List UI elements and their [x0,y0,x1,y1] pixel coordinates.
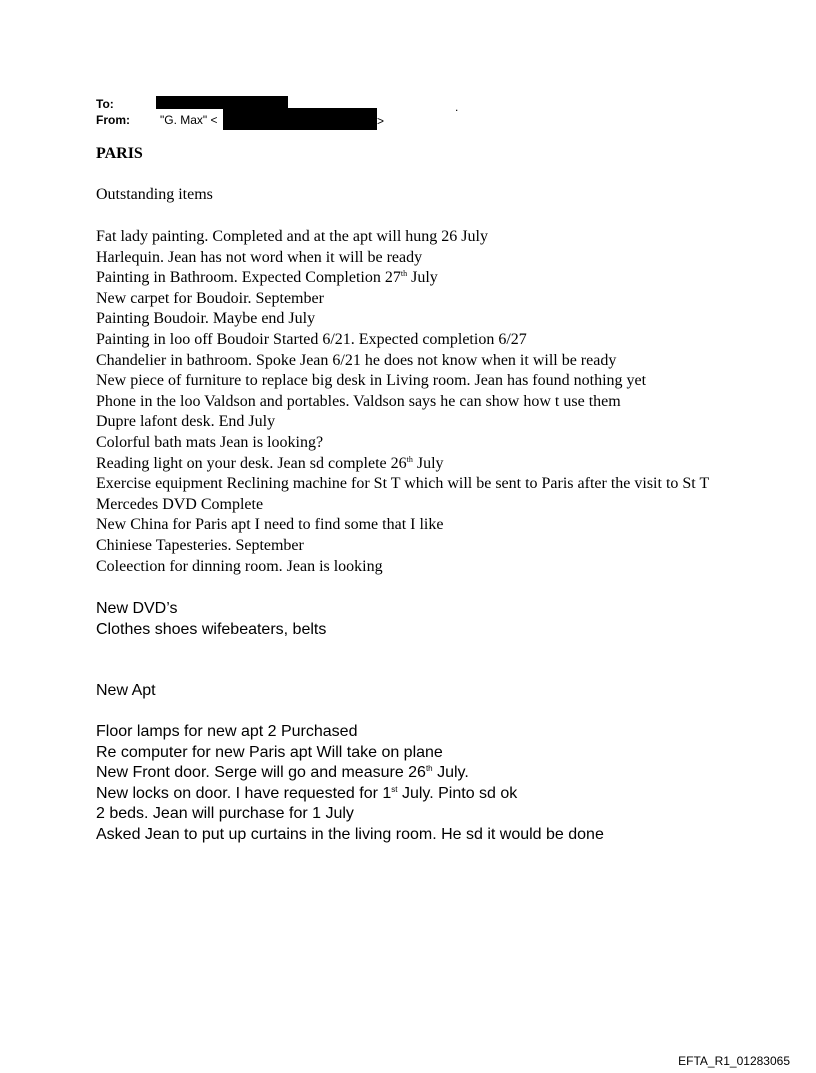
document-id: EFTA_R1_01283065 [678,1054,790,1068]
outstanding-heading: Outstanding items [96,186,213,203]
new-apt-heading: New Apt [96,682,156,699]
outstanding-items-list [96,227,736,577]
item-text-end: July. [432,764,469,782]
list-item [96,268,736,289]
item-text-end: July. Pinto sd ok [397,784,518,802]
new-apt-items-list [96,722,736,846]
item-text: New Front door. Serge will go and measure 26 [96,764,426,782]
stray-period: . [455,100,459,114]
list-item: New carpet for Boudoir. September [96,289,324,307]
list-item: Harlequin. Jean has not word when it will be ready [96,248,423,266]
extra-items-list [96,599,736,640]
to-label: To: [96,97,114,111]
ordinal-suffix: th [425,764,433,774]
list-item: Chiniese Tapesteries. September [96,536,304,554]
list-item: New DVD’s [96,600,178,617]
list-item: 2 beds. Jean will purchase for 1 July [96,805,354,823]
item-text: New locks on door. I have requested for 1 [96,784,392,802]
item-text-end: July [412,454,444,472]
redacted-sender-address [223,108,377,130]
list-item: Floor lamps for new apt 2 Purchased [96,723,358,740]
list-item [96,454,736,475]
list-item: Phone in the loo Valdson and portables. Valdson says he can show how t use them [96,392,621,410]
list-item [96,784,736,805]
ordinal-suffix: th [406,454,413,464]
ordinal-suffix: th [400,269,408,279]
list-item: New China for Paris apt I need to find some that I like [96,516,444,534]
item-text: Painting in Bathroom. Expected Completion 27 [96,269,401,287]
from-label: From: [96,113,130,127]
list-item [96,763,736,784]
list-item: Chandelier in bathroom. Spoke Jean 6/21 he does not know when it will be ready [96,351,617,369]
list-item: Clothes shoes wifebeaters, belts [96,620,327,638]
list-item: Dupre lafont desk. End July [96,413,276,431]
list-item: Asked Jean to put up curtains in the living room. He sd it would be done [96,825,604,843]
list-item: Painting Boudoir. Maybe end July [96,310,316,328]
list-item: Mercedes DVD Complete [96,495,264,513]
list-item: Re computer for new Paris apt Will take on plane [96,743,443,761]
list-item: Colorful bath mats Jean is looking? [96,433,324,451]
list-item: Exercise equipment Reclining machine for St T which will be sent to Paris after the visit to St T [96,475,710,493]
list-item: New piece of furniture to replace big desk in Living room. Jean has found nothing yet [96,372,647,390]
ordinal-suffix: st [391,784,398,794]
from-name: "G. Max" < [160,113,218,127]
item-text: Reading light on your desk. Jean sd complete 26 [96,454,407,472]
from-bracket: > [377,114,385,128]
list-item: Coleection for dinning room. Jean is looking [96,557,383,575]
item-text-end: July [407,269,438,287]
list-item: Fat lady painting. Completed and at the apt will hung 26 July [96,228,488,245]
section-title: PARIS [96,145,143,162]
list-item: Painting in loo off Boudoir Started 6/21. Expected completion 6/27 [96,330,527,348]
